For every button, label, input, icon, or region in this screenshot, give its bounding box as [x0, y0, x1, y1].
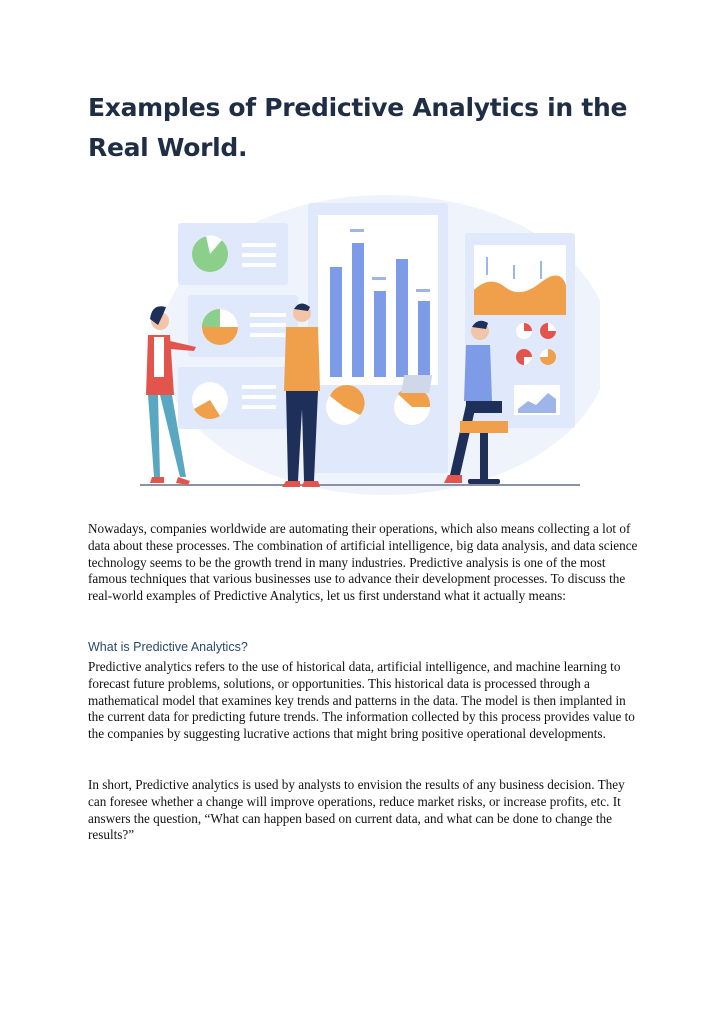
bar	[374, 291, 386, 377]
intro-paragraph: Nowadays, companies worldwide are automating their operations, which also means collecting a lot of data about these processes. The combination of artificial intelligence, big data analysis, and data science technology seems to be the growth trend in many industries. Predictive analysis is one of the most famous techniques that various businesses use to advance their development processes. To discuss the real-world examples of Predictive Analytics, let us first understand what it actually means:	[88, 521, 638, 604]
bar	[396, 259, 408, 377]
center-panel	[308, 203, 448, 473]
left-panels	[178, 223, 298, 429]
laptop-icon	[401, 375, 432, 393]
bar	[418, 301, 430, 377]
definition-paragraph: Predictive analytics refers to the use of historical data, artificial intelligence, and machine learning to forecast future problems, solutions, or opportunities. This historical data is processed through a mathematical model that examines key trends and patterns in the data. The model is then implanted in the current data for predicting future trends. The information collected by this process provides value to the companies by suggesting lucrative actions that might bring positive operational developments.	[88, 659, 635, 742]
bar	[330, 267, 342, 377]
analytics-illustration	[130, 195, 600, 495]
section-heading: What is Predictive Analytics?	[88, 640, 248, 654]
stool-icon	[460, 421, 508, 433]
bar	[352, 243, 364, 377]
page-title: Examples of Predictive Analytics in the Real World.	[88, 93, 628, 162]
summary-paragraph: In short, Predictive analytics is used by analysts to envision the results of any business decision. They can foresee whether a change will improve operations, reduce market risks, or increase profits, etc. It answers the question, “What can happen based on current data, and what can be done to change the results?”	[88, 777, 625, 843]
